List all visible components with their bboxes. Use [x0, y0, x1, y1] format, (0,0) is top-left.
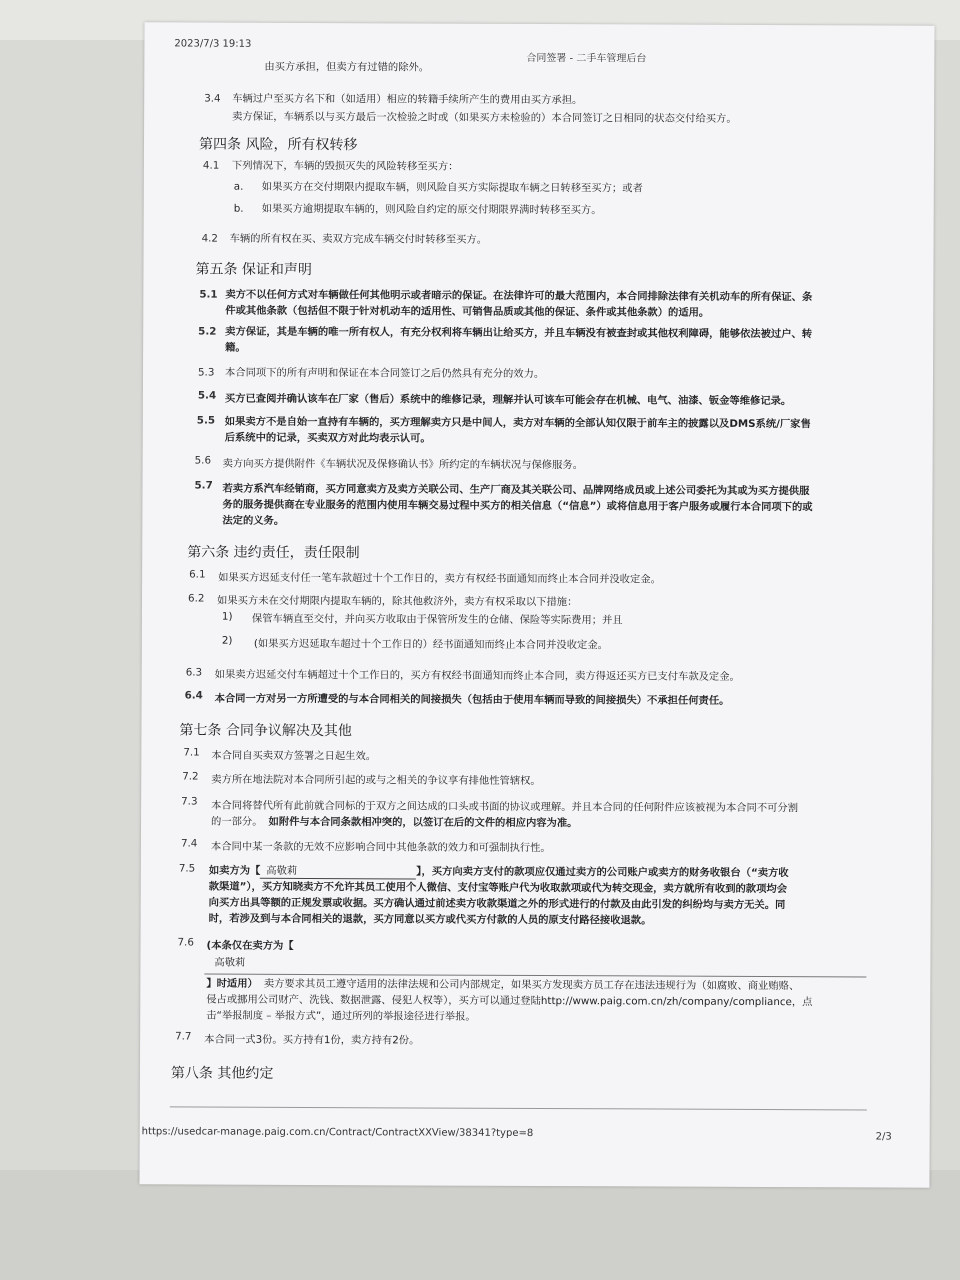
clause-text: 本合同一方对另一方所遭受的与本合同相关的间接损失（包括由于使用车辆而导致的间接损失）不承担任何责任。: [214, 692, 730, 707]
sub-item-label: a.: [233, 180, 244, 193]
sub-item-label: 2): [221, 634, 233, 647]
clause-text: 向买方出具等额的正规发票或收据。买方确认通过前述卖方收款渠道之外的形式进行的付款及由此引发的纠纷均与卖方无关。同: [208, 896, 786, 912]
carryover-line: 由买方承担，但卖方有过错的除外。: [264, 60, 430, 74]
clause-text-part: 卖方要求其员工遵守适用的法律法规和公司内部规定，如果买方发现卖方员工存在违法违规行为（如腐败、商业贿赂、: [263, 977, 800, 993]
clause-text-part: 】时适用）: [206, 977, 258, 990]
clause-text: 如果卖方迟延交付车辆超过十个工作日的，买方有权经书面通知而终止本合同，卖方得返还买方已支付车款及定金。: [214, 668, 740, 683]
clause-text: 卖方保证，其是车辆的唯一所有权人，有充分权利将车辆出让给买方，并且车辆没有被查封或其他权利障碍，能够依法被过户、转: [225, 325, 813, 341]
clause-number: 3.4: [204, 92, 221, 105]
seller-name-field: 高敬莉: [214, 956, 246, 969]
sub-item-text: 如果买方在交付期限内提取车辆，则风险自买方实际提取车辆之日转移至买方；或者: [261, 180, 643, 195]
clause-number: 4.2: [201, 232, 219, 245]
divider: [170, 1106, 867, 1110]
clause-number: 5.4: [197, 389, 217, 402]
clause-number: 5.6: [194, 454, 212, 467]
article-heading: 第五条 保证和声明: [195, 261, 312, 279]
clause-number: 5.7: [194, 479, 213, 492]
clause-number: 5.1: [199, 288, 218, 301]
print-page-title: 合同签署 - 二手车管理后台: [526, 52, 647, 65]
clause-text: 法定的义务。: [222, 514, 285, 527]
clause-text: 本合同项下的所有声明和保证在本合同签订之后仍然具有充分的效力。: [224, 366, 545, 381]
clause-number: 7.4: [180, 837, 198, 850]
clause-text: [211, 816, 577, 831]
clause-number: 7.6: [177, 936, 194, 949]
clause-number: 6.1: [189, 568, 206, 581]
clause-text: 如果买方迟延支付任一笔车款超过十个工作日的，卖方有权经书面通知而终止本合同并没收定金。: [218, 571, 661, 586]
clause-number: 5.3: [197, 366, 215, 379]
paper-sheet: [139, 22, 934, 1187]
clause-number: 7.7: [175, 1030, 192, 1043]
clause-number: 6.3: [185, 666, 203, 679]
clause-number: 6.4: [184, 689, 203, 702]
clause-text: 款渠道”），买方知晓卖方不允许其员工使用个人微信、支付宝等账户代为收取款项或代为转交现金，卖方就所有收到的款项均会: [208, 880, 788, 896]
underline: [204, 974, 866, 978]
clause-number: 5.5: [196, 414, 216, 427]
sub-item-text: (如果买方迟延取车超过十个工作日的）经书面通知而终止本合同并没收定金。: [253, 637, 608, 652]
clause-text-part: 的一部分。: [211, 815, 263, 828]
clause-text: 车辆的所有权在买、卖双方完成车辆交付时转移至买方。: [229, 232, 488, 246]
clause-text: [206, 978, 799, 994]
clause-text: 时，若涉及到与本合同相关的退款，买方同意以买方或代买方付款的人员的原支付路径接收退款。: [208, 912, 652, 927]
article-heading: 第六条 违约责任，责任限制: [187, 544, 360, 562]
clause-text: 本合同将替代所有此前就合同标的于双方之间达成的口头或书面的协议或理解。并且本合同的任何附件应该被视为本合同不可分割: [211, 799, 799, 815]
clause-text: 击“举报制度 – 举报方式”，通过所列的举报途径进行举报。: [206, 1009, 476, 1023]
clause-number: 6.2: [187, 592, 205, 605]
clause-text: 如果卖方不是自始一直持有车辆的，买方理解卖方只是中间人，卖方对车辆的全部认知仅限于前车主的披露以及DMS系统/厂家售: [224, 415, 811, 431]
clause-text: 卖方不以任何方式对车辆做任何其他明示或者暗示的保证。在法律许可的最大范围内，本合同排除法律有关机动车的所有保证、条: [225, 288, 813, 304]
clause-text: 车辆过户至买方名下和（如适用）相应的转籍手续所产生的费用由买方承担。: [232, 92, 583, 107]
clause-number: 7.3: [181, 795, 198, 808]
clause-text-part: 】，买方向卖方支付的款项应仅通过卖方的公司账户或卖方的财务收银台（“卖方收: [416, 865, 789, 880]
clause-text: [209, 865, 789, 882]
clause-number: 5.2: [198, 325, 217, 338]
sub-item-label: 1): [221, 610, 233, 623]
clause-text: 卖方向买方提供附件《车辆状况及保修确认书》所约定的车辆状况与保修服务。: [222, 457, 584, 472]
clause-number: 4.1: [202, 159, 220, 172]
clause-text: 本合同中某一条款的无效不应影响合同中其他条款的效力和可强制执行性。: [210, 840, 551, 855]
sub-item-label: b.: [233, 202, 244, 215]
clause-text: 后系统中的记录，买卖双方对此均表示认可。: [224, 431, 431, 445]
clause-text: 卖方所在地法院对本合同所引起的或与之相关的争议享有排他性管辖权。: [211, 773, 541, 788]
clause-text: 下列情况下，车辆的毁损灭失的风险转移至买方：: [231, 159, 459, 173]
clause-text: 件或其他条款（包括但不限于针对机动车的适用性、可销售品质或其他的保证、条件或其他条款）的适用。: [225, 304, 710, 319]
print-datetime: 2023/7/3 19:13: [174, 38, 252, 50]
clause-text: 如果买方未在交付期限内提取车辆的，除其他救济外，卖方有权采取以下措施：: [216, 594, 578, 609]
clause-text: 卖方保证，车辆系以与买方最后一次检验之时或（如果买方未检验的）本合同签订之日相同的状态交付给买方。: [232, 110, 737, 125]
clause-text-part: 如卖方为【: [208, 864, 261, 877]
clause-text: 本合同自买卖双方签署之日起生效。: [211, 749, 377, 763]
clause-text: 务的服务提供商在专业服务的范围内使用车辆交易过程中买方的相关信息（“信息”）或将信息用于客户服务或履行本合同项下的或: [222, 498, 813, 514]
clause-text: 若卖方系汽车经销商，买方同意卖方及卖方关联公司、生产厂商及其关联公司、品牌网络成员或上述公司委托为其或为买方提供服: [222, 482, 810, 498]
article-heading: 第七条 合同争议解决及其他: [179, 722, 352, 740]
article-heading: 第八条 其他约定: [170, 1065, 274, 1082]
clause-number: 7.1: [183, 746, 200, 759]
clause-number: 7.2: [182, 770, 199, 783]
clause-text: 买方已查阅并确认该车在厂家（售后）系统中的维修记录，理解并认可该车可能会存在机械、电气、油漆、钣金等维修记录。: [224, 392, 792, 408]
clause-text: 本合同一式3份。买方持有1份，卖方持有2份。: [204, 1033, 420, 1047]
clause-text: 籍。: [225, 341, 246, 354]
clause-text-emphasis: 如附件与本合同条款相冲突的，以签订在后的文件的相应内容为准。: [268, 815, 578, 830]
seller-name-field: 高敬莉: [260, 865, 416, 880]
clause-number: 7.5: [178, 862, 196, 875]
article-heading: 第四条 风险，所有权转移: [198, 136, 358, 154]
print-url: https://usedcar-manage.paig.com.cn/Contract/ContractXXView/38341?type=8: [141, 1126, 534, 1139]
sub-item-text: 保管车辆直至交付，并向买方收取由于保管所发生的仓储、保险等实际费用；并且: [251, 612, 623, 627]
print-page-number: 2/3: [875, 1131, 892, 1143]
clause-text: 侵占或挪用公司财产、洗钱、数据泄露、侵犯人权等），买方可以通过登陆http://www.paig.com.cn/zh/company/compliance，点: [206, 993, 813, 1009]
clause-text: (本条仅在卖方为【: [206, 939, 294, 952]
sub-item-text: 如果买方逾期提取车辆的，则风险自约定的原交付期限界满时转移至买方。: [261, 202, 602, 217]
